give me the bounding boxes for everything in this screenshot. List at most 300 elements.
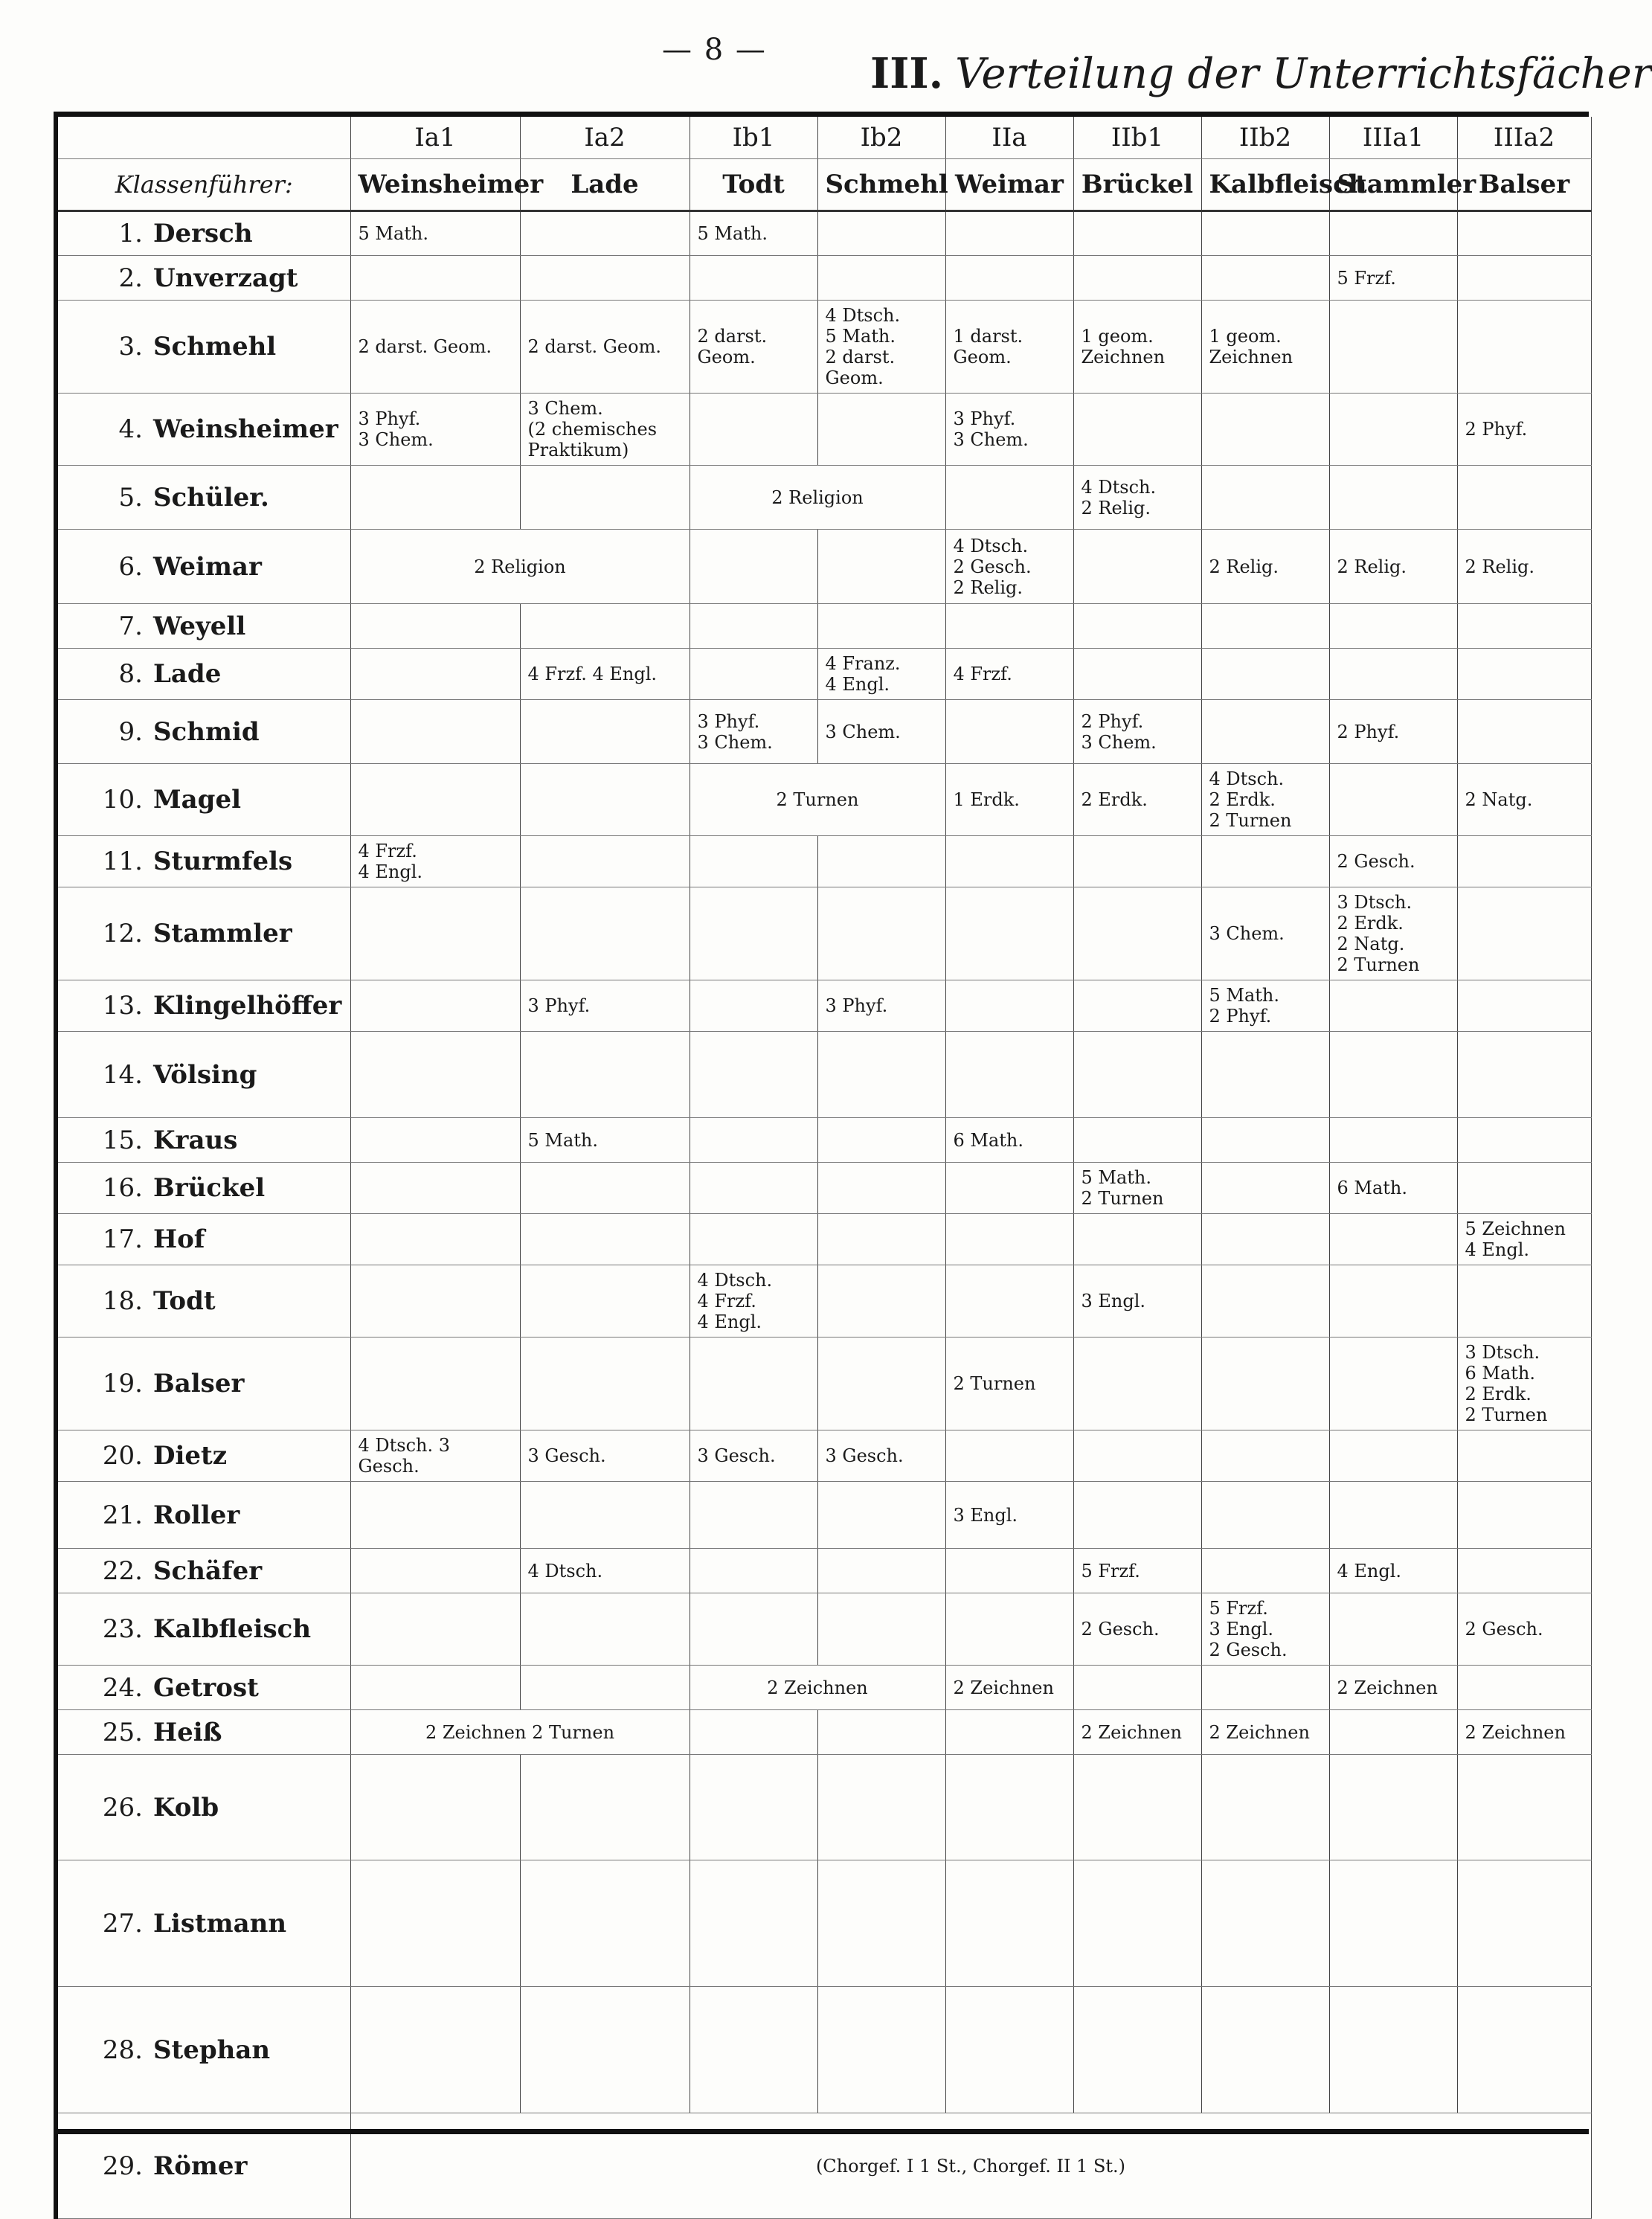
subject-cell: 2 Gesch.: [1329, 836, 1457, 887]
subject-cell: 2 Gesch.: [1457, 1593, 1591, 1666]
subject-cell: 5 Frzf.: [1329, 256, 1457, 301]
row-number: 20.: [102, 1441, 143, 1471]
class-leader: Schmehl: [817, 159, 945, 211]
subject-cell: 3 Dtsch. 2 Erdk. 2 Natg. 2 Turnen: [1329, 887, 1457, 980]
subject-cell: [1073, 836, 1201, 887]
subject-cell: 5 Zeichnen 4 Engl.: [1457, 1214, 1591, 1265]
subject-cell: [1201, 1118, 1329, 1163]
row-number: 27.: [102, 1908, 143, 1939]
subject-cell: 2 Gesch.: [1073, 1593, 1201, 1666]
class-header: IIIa1: [1329, 117, 1457, 159]
teacher-name-cell: [56, 1987, 350, 2113]
teacher-row: [56, 211, 1591, 256]
subject-cell: [1073, 1666, 1201, 1710]
subject-cell: [350, 649, 520, 700]
subject-cell: [1201, 1163, 1329, 1214]
subject-cell: 2 Zeichnen: [1201, 1710, 1329, 1755]
subject-cell: 1 Erdk.: [945, 764, 1073, 836]
subject-cell: [817, 1710, 945, 1755]
teacher-name: Weimar: [153, 551, 262, 582]
subject-cell: [945, 1032, 1073, 1118]
teacher-row: [56, 1755, 1591, 1860]
teacher-name-cell: [56, 700, 350, 764]
subject-cell: [1201, 1860, 1329, 1987]
teacher-name-cell: [56, 1163, 350, 1214]
teacher-name-cell: [56, 1482, 350, 1549]
teacher-name: Schüler.: [153, 482, 269, 513]
teacher-name-cell: [56, 1337, 350, 1430]
subject-cell: [945, 1860, 1073, 1987]
teacher-name-cell: [56, 980, 350, 1032]
subject-cell: [690, 1987, 817, 2113]
teacher-row: [56, 700, 1591, 764]
row-number: 28.: [102, 2035, 143, 2065]
subject-cell: [690, 394, 817, 466]
subject-cell: [945, 1430, 1073, 1482]
subject-cell: [350, 980, 520, 1032]
row-number: 24.: [102, 1672, 143, 1703]
subject-cell: 2 darst. Geom.: [520, 301, 690, 394]
subject-cell: 5 Math. 2 Turnen: [1073, 1163, 1201, 1214]
teacher-name: Kraus: [153, 1125, 238, 1155]
subject-cell: 2 Religion: [690, 466, 945, 530]
teacher-name: Völsing: [153, 1059, 257, 1090]
subject-cell: 3 Engl.: [1073, 1265, 1201, 1337]
subject-cell: [1457, 1987, 1591, 2113]
subject-cell: [945, 1163, 1073, 1214]
subject-cell: 4 Frzf.: [945, 649, 1073, 700]
subject-cell: [1457, 1755, 1591, 1860]
subject-cell: [945, 887, 1073, 980]
subject-cell: [817, 1987, 945, 2113]
subject-cell: [817, 1482, 945, 1549]
subject-cell: [1457, 256, 1591, 301]
class-leader-label: Klassenführer:: [56, 159, 350, 211]
subject-cell: [1457, 836, 1591, 887]
teacher-row: [56, 530, 1591, 604]
subject-cell: 2 darst. Geom.: [690, 301, 817, 394]
subject-cell: [1073, 604, 1201, 649]
row-number: 8.: [118, 659, 143, 689]
subject-cell: [945, 700, 1073, 764]
row-number: 14.: [102, 1059, 143, 1090]
subject-cell: 4 Dtsch. 3 Gesch.: [350, 1430, 520, 1482]
subject-cell: 3 Phyf.: [817, 980, 945, 1032]
page-number: — 8 —: [662, 33, 767, 67]
subject-cell: [1201, 1987, 1329, 2113]
subject-cell: 1 geom. Zeichnen: [1201, 301, 1329, 394]
subject-cell: [817, 1337, 945, 1430]
teacher-name-cell: [56, 1265, 350, 1337]
teacher-name-cell: [56, 836, 350, 887]
teacher-name: Listmann: [153, 1908, 287, 1939]
teacher-name: Roller: [153, 1500, 240, 1530]
subject-cell: [1201, 1032, 1329, 1118]
subject-cell: [1457, 980, 1591, 1032]
subject-cell: [1457, 1860, 1591, 1987]
class-leader: Stammler: [1329, 159, 1457, 211]
subject-cell: 3 Engl.: [945, 1482, 1073, 1549]
subject-cell: 3 Phyf.: [520, 980, 690, 1032]
subject-cell: 6 Math.: [945, 1118, 1073, 1163]
teacher-row: [56, 1118, 1591, 1163]
class-leader: Lade: [520, 159, 690, 211]
teacher-row: [56, 1860, 1591, 1987]
subject-cell: [1073, 256, 1201, 301]
subject-cell: [1073, 211, 1201, 256]
subject-cell: 2 Relig.: [1329, 530, 1457, 604]
subject-cell: [1201, 1549, 1329, 1593]
subject-cell: [520, 1666, 690, 1710]
row-number: 10.: [102, 785, 143, 815]
subject-cell: 2 Erdk.: [1073, 764, 1201, 836]
teacher-name-cell: [56, 1710, 350, 1755]
subject-cell: 5 Math. 2 Phyf.: [1201, 980, 1329, 1032]
subject-cell: 1 darst. Geom.: [945, 301, 1073, 394]
subject-cell: [1201, 836, 1329, 887]
row-number: 1.: [118, 219, 143, 248]
subject-cell: [690, 1860, 817, 1987]
row-number: 12.: [102, 919, 143, 948]
subject-cell: [520, 836, 690, 887]
subject-cell: [817, 211, 945, 256]
subject-cell: [945, 1593, 1073, 1666]
subject-cell: [1457, 700, 1591, 764]
subject-cell: 3 Gesch.: [690, 1430, 817, 1482]
subject-cell: 2 Relig.: [1457, 530, 1591, 604]
subject-cell: [1201, 1755, 1329, 1860]
subject-cell: [350, 1755, 520, 1860]
teacher-name: Dietz: [153, 1441, 228, 1471]
subject-cell: [520, 256, 690, 301]
row-number: 19.: [102, 1369, 143, 1398]
teacher-name-cell: [56, 1032, 350, 1118]
subject-cell: [690, 836, 817, 887]
class-header: Ib2: [817, 117, 945, 159]
subject-cell: 5 Math.: [690, 211, 817, 256]
row-number: 7.: [118, 611, 143, 641]
subject-cell: [520, 466, 690, 530]
subject-cell: [1201, 1666, 1329, 1710]
subject-cell: [1329, 980, 1457, 1032]
teacher-name: Klingelhöffer: [153, 991, 342, 1021]
row-number: 15.: [102, 1125, 143, 1155]
teacher-row: [56, 1163, 1591, 1214]
subject-cell: 2 Turnen: [690, 764, 945, 836]
row-number: 16.: [102, 1173, 143, 1203]
class-leader: Brückel: [1073, 159, 1201, 211]
subject-cell: [817, 1032, 945, 1118]
subject-cell: [1457, 649, 1591, 700]
subject-cell: [1457, 887, 1591, 980]
subject-cell: [1457, 604, 1591, 649]
subject-cell: 3 Phyf. 3 Chem.: [690, 700, 817, 764]
subject-cell: [1329, 1032, 1457, 1118]
teacher-name-cell: [56, 1593, 350, 1666]
subject-cell: [690, 1482, 817, 1549]
class-header: IIb2: [1201, 117, 1329, 159]
subject-cell: [1329, 604, 1457, 649]
subject-cell: [1457, 1163, 1591, 1214]
teacher-name: Weinsheimer: [153, 414, 338, 444]
subject-cell: [350, 1118, 520, 1163]
teacher-row: [56, 1593, 1591, 1666]
teacher-name: Schmehl: [153, 332, 277, 362]
class-leader: Weimar: [945, 159, 1073, 211]
teacher-name: Sturmfels: [153, 847, 293, 876]
subject-cell: [350, 1666, 520, 1710]
teacher-name-cell: [56, 1755, 350, 1860]
row-number: 2.: [118, 263, 143, 293]
subject-cell: [1201, 1430, 1329, 1482]
subject-cell: [1073, 1755, 1201, 1860]
subject-cell: [1329, 211, 1457, 256]
subject-cell: [1329, 1593, 1457, 1666]
class-leader: Kalbfleisch: [1201, 159, 1329, 211]
subject-cell: [1073, 530, 1201, 604]
subject-cell: [520, 1860, 690, 1987]
subject-cell: [690, 256, 817, 301]
subject-cell: 2 Relig.: [1201, 530, 1329, 604]
subject-cell: [690, 1118, 817, 1163]
subject-cell: 3 Gesch.: [817, 1430, 945, 1482]
subject-cell: [1201, 211, 1329, 256]
teacher-name: Dersch: [153, 219, 253, 248]
subject-cell: [350, 764, 520, 836]
subject-cell: [945, 1265, 1073, 1337]
teacher-row: [56, 836, 1591, 887]
row-number: 22.: [102, 1555, 143, 1586]
class-header: Ib1: [690, 117, 817, 159]
subject-cell: [520, 1265, 690, 1337]
subject-cell: [817, 1163, 945, 1214]
subject-cell: 2 Religion: [350, 530, 690, 604]
subject-cell: [1457, 1032, 1591, 1118]
subject-cell: 2 Turnen: [945, 1337, 1073, 1430]
subject-cell: [690, 1032, 817, 1118]
subject-cell: [817, 1214, 945, 1265]
subject-cell: [520, 887, 690, 980]
class-header: IIa: [945, 117, 1073, 159]
teacher-name-cell: [56, 530, 350, 604]
subject-cell: [350, 466, 520, 530]
subject-cell: [817, 1860, 945, 1987]
teacher-name: Unverzagt: [153, 263, 298, 293]
subject-cell: [520, 1755, 690, 1860]
subject-cell: 5 Frzf.: [1073, 1549, 1201, 1593]
teacher-row: [56, 1337, 1591, 1430]
class-leader-row: [56, 159, 1591, 211]
teacher-name-cell: [56, 764, 350, 836]
subject-cell: 3 Chem.: [1201, 887, 1329, 980]
subject-cell: [1457, 1118, 1591, 1163]
subject-cell: [1329, 1337, 1457, 1430]
row-number: 4.: [118, 414, 143, 444]
subject-cell: [1329, 1482, 1457, 1549]
subject-cell: [945, 211, 1073, 256]
subject-cell: [350, 887, 520, 980]
subject-cell: [1457, 301, 1591, 394]
subject-cell: [1201, 466, 1329, 530]
subject-cell: [1073, 980, 1201, 1032]
subject-cell: [945, 604, 1073, 649]
subject-cell: [1329, 1430, 1457, 1482]
subject-cell: [1329, 1265, 1457, 1337]
teacher-name: Schäfer: [153, 1555, 263, 1586]
subject-cell: [1073, 649, 1201, 700]
row-number: 6.: [118, 551, 143, 582]
row-number: 26.: [102, 1792, 143, 1823]
subject-cell: [1329, 649, 1457, 700]
subject-cell: [1073, 1032, 1201, 1118]
subject-cell: [945, 836, 1073, 887]
teacher-name: Brückel: [153, 1173, 266, 1203]
subject-cell: [690, 1755, 817, 1860]
teacher-row: [56, 980, 1591, 1032]
subject-cell: 2 Zeichnen: [1073, 1710, 1201, 1755]
subject-cell: [1329, 764, 1457, 836]
subject-cell: [350, 256, 520, 301]
subject-cell: (Chorgef. I 1 St., Chorgef. II 1 St.): [350, 2113, 1591, 2219]
teacher-name-cell: [56, 1214, 350, 1265]
subject-cell: [1329, 394, 1457, 466]
subject-cell: 4 Dtsch. 2 Gesch. 2 Relig.: [945, 530, 1073, 604]
teacher-name: Weyell: [153, 611, 246, 641]
title-roman: III.: [870, 49, 944, 98]
subject-cell: 4 Dtsch. 2 Erdk. 2 Turnen: [1201, 764, 1329, 836]
bottom-rule: [54, 2129, 1589, 2134]
subject-cell: [690, 1337, 817, 1430]
teacher-name: Magel: [153, 785, 241, 815]
teacher-name-cell: [56, 1860, 350, 1987]
subject-cell: [817, 1755, 945, 1860]
subject-cell: [1329, 1860, 1457, 1987]
subject-cell: [817, 836, 945, 887]
subject-cell: 4 Dtsch. 2 Relig.: [1073, 466, 1201, 530]
subject-cell: [1201, 700, 1329, 764]
subject-cell: [1073, 1860, 1201, 1987]
class-leader: Todt: [690, 159, 817, 211]
subject-cell: 3 Chem.: [817, 700, 945, 764]
subject-cell: [350, 1860, 520, 1987]
subject-cell: [1329, 1710, 1457, 1755]
subject-cell: [1329, 466, 1457, 530]
subject-cell: [817, 1265, 945, 1337]
page-title: [870, 49, 1652, 98]
subject-cell: [817, 1549, 945, 1593]
subject-cell: [690, 1549, 817, 1593]
teacher-name: Kalbfleisch: [153, 1614, 312, 1644]
subject-cell: [1073, 887, 1201, 980]
row-number: 13.: [102, 991, 143, 1021]
subject-cell: [350, 604, 520, 649]
class-header: IIb1: [1073, 117, 1201, 159]
subject-cell: [1457, 466, 1591, 530]
subject-cell: [520, 1163, 690, 1214]
subject-cell: [350, 1214, 520, 1265]
teacher-row: [56, 1265, 1591, 1337]
teacher-row: [56, 1710, 1591, 1755]
subject-cell: [1201, 1337, 1329, 1430]
title-text: Verteilung der Unterrichtsfächer: [955, 50, 1652, 98]
teacher-name: Römer: [153, 2151, 248, 2181]
subject-cell: [817, 394, 945, 466]
subject-cell: [690, 1163, 817, 1214]
teacher-name-cell: [56, 394, 350, 466]
subject-cell: 4 Dtsch.: [520, 1549, 690, 1593]
teacher-name-cell: [56, 649, 350, 700]
subject-cell: [520, 211, 690, 256]
subject-cell: [945, 1710, 1073, 1755]
subject-cell: [1073, 1214, 1201, 1265]
teacher-row: [56, 1214, 1591, 1265]
subject-cell: [690, 1593, 817, 1666]
subject-cell: 2 darst. Geom.: [350, 301, 520, 394]
subject-cell: [690, 1214, 817, 1265]
subject-cell: [520, 1337, 690, 1430]
subject-cell: [350, 1163, 520, 1214]
teacher-name: Heiß: [153, 1717, 222, 1747]
subject-cell: [817, 256, 945, 301]
subject-cell: [1457, 1666, 1591, 1710]
teacher-name-cell: [56, 301, 350, 394]
class-header: IIIa2: [1457, 117, 1591, 159]
subject-cell: [690, 604, 817, 649]
teacher-row: [56, 1430, 1591, 1482]
teacher-row: [56, 887, 1591, 980]
row-number: 21.: [102, 1500, 143, 1530]
row-number: 11.: [102, 847, 143, 876]
teacher-row: [56, 256, 1591, 301]
subject-distribution-table: [54, 117, 1592, 2219]
row-number: 3.: [118, 332, 143, 362]
row-number: 25.: [102, 1717, 143, 1747]
subject-cell: [350, 1987, 520, 2113]
subject-cell: [1457, 1482, 1591, 1549]
subject-cell: 2 Zeichnen: [1329, 1666, 1457, 1710]
subject-cell: 5 Math.: [350, 211, 520, 256]
teacher-name: Hof: [153, 1224, 205, 1254]
subject-cell: 2 Phyf.: [1329, 700, 1457, 764]
teacher-name: Todt: [153, 1286, 216, 1316]
row-number: 18.: [102, 1286, 143, 1316]
row-number: 5.: [118, 482, 143, 513]
teacher-name-cell: [56, 1666, 350, 1710]
subject-cell: [1329, 1118, 1457, 1163]
subject-cell: 1 geom. Zeichnen: [1073, 301, 1201, 394]
subject-cell: [520, 1032, 690, 1118]
subject-cell: [817, 604, 945, 649]
subject-cell: [1073, 1337, 1201, 1430]
subject-cell: [817, 1118, 945, 1163]
subject-cell: [690, 980, 817, 1032]
subject-cell: [1201, 604, 1329, 649]
subject-cell: 4 Franz. 4 Engl.: [817, 649, 945, 700]
subject-cell: [945, 980, 1073, 1032]
subject-cell: [945, 1755, 1073, 1860]
subject-cell: 2 Zeichnen: [945, 1666, 1073, 1710]
subject-cell: [1201, 394, 1329, 466]
teacher-row: [56, 466, 1591, 530]
subject-cell: 5 Frzf. 3 Engl. 2 Gesch.: [1201, 1593, 1329, 1666]
row-number: 23.: [102, 1614, 143, 1644]
teacher-name: Lade: [153, 659, 222, 689]
teacher-row: [56, 649, 1591, 700]
subject-cell: [1073, 1482, 1201, 1549]
teacher-row: [56, 1549, 1591, 1593]
teacher-name-cell: [56, 1549, 350, 1593]
teacher-name-cell: [56, 256, 350, 301]
